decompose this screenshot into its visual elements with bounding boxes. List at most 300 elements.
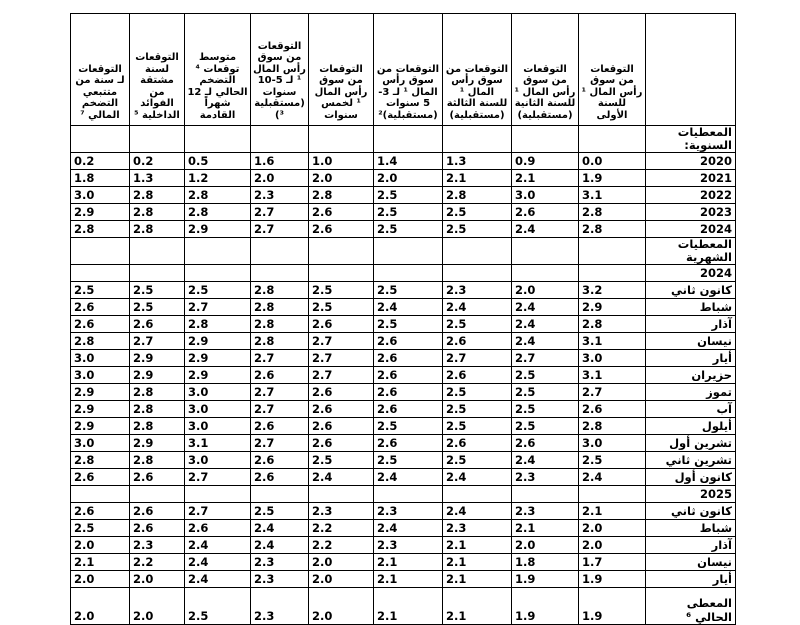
table-cell: 2.6 <box>71 469 130 486</box>
table-cell: 2.6 <box>512 204 579 221</box>
table-cell: 2.8 <box>185 204 251 221</box>
table-cell: 2.5 <box>309 452 374 469</box>
table-cell: 2.8 <box>309 187 374 204</box>
table-cell: 2.9 <box>185 350 251 367</box>
table-cell: 1.2 <box>185 170 251 187</box>
table-cell <box>374 265 443 282</box>
table-cell: 2.5 <box>374 187 443 204</box>
table-cell: 2.8 <box>185 316 251 333</box>
table-cell <box>374 486 443 503</box>
table-cell: 1.7 <box>579 554 646 571</box>
table-cell <box>443 126 512 153</box>
table-cell: 2.6 <box>309 316 374 333</box>
table-cell <box>185 486 251 503</box>
row-label: أيار <box>646 350 736 367</box>
row-label: 2023 <box>646 204 736 221</box>
table-cell: 2.5 <box>130 299 185 316</box>
table-cell <box>185 265 251 282</box>
column-header: التوقعات من سوق رأس المال ¹ للسنة الثالثة (مستقبلية) <box>443 14 512 126</box>
table-cell: 2.5 <box>71 520 130 537</box>
table-cell: 1.9 <box>579 588 646 625</box>
table-cell: 2.1 <box>374 571 443 588</box>
table-cell: 2.6 <box>309 435 374 452</box>
table-cell: 2.5 <box>512 418 579 435</box>
table-cell: 2.6 <box>130 316 185 333</box>
table-cell: 2.3 <box>251 554 309 571</box>
table-row <box>71 571 736 588</box>
table-cell: 2.5 <box>443 204 512 221</box>
table-cell <box>185 238 251 265</box>
table-cell: 2.5 <box>374 221 443 238</box>
table-cell: 2.5 <box>374 452 443 469</box>
table-cell: 2.0 <box>309 554 374 571</box>
table-cell: 2.7 <box>251 384 309 401</box>
table-cell: 2.3 <box>512 503 579 520</box>
table-cell: 3.1 <box>579 367 646 384</box>
table-cell: 2.0 <box>374 170 443 187</box>
table-cell <box>579 126 646 153</box>
table-cell: 1.9 <box>512 588 579 625</box>
table-cell: 2.6 <box>251 367 309 384</box>
table-cell: 2.3 <box>512 469 579 486</box>
table-cell: 2.5 <box>374 282 443 299</box>
table-cell: 1.9 <box>579 571 646 588</box>
table-cell: 2.4 <box>512 333 579 350</box>
table-cell: 2.7 <box>251 401 309 418</box>
table-cell: 2.8 <box>130 221 185 238</box>
table-cell: 2.6 <box>130 503 185 520</box>
row-label: كانون ثاني <box>646 282 736 299</box>
table-cell <box>71 265 130 282</box>
table-cell: 2.1 <box>374 588 443 625</box>
table-cell: 2.6 <box>579 401 646 418</box>
table-cell: 2.6 <box>443 333 512 350</box>
table-cell <box>251 265 309 282</box>
table-cell: 2.8 <box>130 452 185 469</box>
table-cell: 2.8 <box>130 418 185 435</box>
header-row <box>71 14 736 126</box>
table-cell: 2.5 <box>443 384 512 401</box>
table-cell: 2.7 <box>185 503 251 520</box>
table-cell: 2.5 <box>71 282 130 299</box>
table-cell: 2.4 <box>443 299 512 316</box>
row-label: شباط <box>646 520 736 537</box>
table-cell: 2.6 <box>309 384 374 401</box>
table-cell <box>71 486 130 503</box>
row-label: كانون أول <box>646 469 736 486</box>
table-cell: 0.5 <box>185 153 251 170</box>
table-cell <box>512 486 579 503</box>
table-cell: 2.1 <box>512 520 579 537</box>
table-cell: 2.8 <box>71 452 130 469</box>
table-cell: 2.0 <box>71 571 130 588</box>
table-row <box>71 333 736 350</box>
table-cell: 1.4 <box>374 153 443 170</box>
table-cell: 2.6 <box>185 520 251 537</box>
table-cell: 2.4 <box>251 537 309 554</box>
table-cell: 2.4 <box>185 571 251 588</box>
row-label: آذار <box>646 537 736 554</box>
table-cell <box>130 238 185 265</box>
column-header: التوقعات من سوق رأس المال ¹ لـ 3-5 سنوات (مستقبلية)² <box>374 14 443 126</box>
table-cell: 2.4 <box>443 503 512 520</box>
table-cell: 2.6 <box>251 418 309 435</box>
table-cell: 0.2 <box>130 153 185 170</box>
column-header: التوقعات من سوق رأس المال ¹ للسنة الأولى <box>579 14 646 126</box>
table-cell: 2.5 <box>512 367 579 384</box>
table-cell: 2.6 <box>512 435 579 452</box>
table-row <box>71 554 736 571</box>
table-cell: 2.3 <box>443 520 512 537</box>
table-cell: 2.9 <box>185 221 251 238</box>
table-row <box>71 187 736 204</box>
table-cell: 2.6 <box>374 384 443 401</box>
table-cell: 0.2 <box>71 153 130 170</box>
table-cell: 3.0 <box>71 367 130 384</box>
table-cell: 2.0 <box>130 571 185 588</box>
table-cell: 2.6 <box>374 333 443 350</box>
table-cell: 2.3 <box>374 537 443 554</box>
table-cell: 2.6 <box>309 401 374 418</box>
table-cell: 2.0 <box>579 520 646 537</box>
table-cell: 2.4 <box>374 469 443 486</box>
table-cell: 2.0 <box>309 588 374 625</box>
table-cell: 2.8 <box>579 221 646 238</box>
table-cell: 2.5 <box>512 401 579 418</box>
table-cell: 0.9 <box>512 153 579 170</box>
table-cell: 2.9 <box>130 350 185 367</box>
table-cell: 2.1 <box>443 170 512 187</box>
table-cell: 2.1 <box>443 537 512 554</box>
table-cell: 2.8 <box>579 204 646 221</box>
table-cell: 3.0 <box>185 452 251 469</box>
table-cell: 1.3 <box>443 153 512 170</box>
table-cell: 2.4 <box>512 221 579 238</box>
table-cell <box>374 126 443 153</box>
table-cell <box>512 126 579 153</box>
table-cell: 2.8 <box>251 316 309 333</box>
table-cell: 2.3 <box>251 571 309 588</box>
table-cell: 2.9 <box>130 367 185 384</box>
table-row <box>71 265 736 282</box>
row-label: نيسان <box>646 333 736 350</box>
table-cell: 2.2 <box>309 520 374 537</box>
table-cell: 2.6 <box>309 418 374 435</box>
table-cell: 2.1 <box>512 170 579 187</box>
row-label: 2020 <box>646 153 736 170</box>
table-cell: 2.8 <box>251 282 309 299</box>
table-cell: 2.0 <box>309 571 374 588</box>
table-cell: 2.7 <box>251 221 309 238</box>
table-cell: 2.6 <box>251 469 309 486</box>
table-cell: 2.6 <box>443 367 512 384</box>
table-cell: 3.0 <box>185 384 251 401</box>
table-cell: 3.0 <box>185 418 251 435</box>
table-cell: 2.5 <box>309 282 374 299</box>
table-row <box>71 384 736 401</box>
column-header: التوقعات لـ سنة من متتبعي التضخم المالي ⁷ <box>71 14 130 126</box>
table-cell: 2.9 <box>71 418 130 435</box>
table-cell <box>579 486 646 503</box>
table-cell: 2.8 <box>130 187 185 204</box>
table-row <box>71 316 736 333</box>
table-cell: 2.9 <box>71 204 130 221</box>
table-cell <box>309 265 374 282</box>
table-cell: 2.6 <box>309 204 374 221</box>
column-header: التوقعات من سوق رأس المال ¹ لـ 5-10 سنوات (مستقبلية ³) <box>251 14 309 126</box>
table-cell: 1.8 <box>512 554 579 571</box>
table-cell: 2.6 <box>443 435 512 452</box>
table-cell: 2.1 <box>443 554 512 571</box>
table-cell: 2.3 <box>130 537 185 554</box>
row-label: نيسان <box>646 554 736 571</box>
table-cell: 2.4 <box>443 469 512 486</box>
row-label: 2024 <box>646 221 736 238</box>
table-cell: 2.7 <box>443 350 512 367</box>
row-label: المعطيات السنوية: <box>646 126 736 153</box>
table-cell: 2.6 <box>130 520 185 537</box>
table-cell: 2.9 <box>71 384 130 401</box>
current-data-row <box>71 588 736 625</box>
table-cell: 2.7 <box>309 350 374 367</box>
row-label: 2025 <box>646 486 736 503</box>
table-row <box>71 367 736 384</box>
table-cell: 0.0 <box>579 153 646 170</box>
table-cell <box>443 486 512 503</box>
table-cell: 2.3 <box>251 588 309 625</box>
table-cell: 2.7 <box>251 435 309 452</box>
table-cell: 2.6 <box>71 503 130 520</box>
table-row <box>71 401 736 418</box>
table-cell: 2.3 <box>309 503 374 520</box>
table-cell: 2.5 <box>374 418 443 435</box>
table-cell <box>579 265 646 282</box>
table-cell: 2.1 <box>443 571 512 588</box>
table-cell: 3.0 <box>579 435 646 452</box>
table-cell <box>309 238 374 265</box>
row-label: أيار <box>646 571 736 588</box>
table-cell: 2.5 <box>443 401 512 418</box>
table-cell: 3.0 <box>512 187 579 204</box>
table-cell: 1.3 <box>130 170 185 187</box>
table-row <box>71 350 736 367</box>
table-cell: 2.8 <box>130 204 185 221</box>
table-cell <box>251 126 309 153</box>
row-label: أيلول <box>646 418 736 435</box>
table-cell: 2.8 <box>71 221 130 238</box>
table-cell: 2.5 <box>185 588 251 625</box>
table-cell: 2.8 <box>443 187 512 204</box>
table-cell: 3.0 <box>185 401 251 418</box>
table-cell <box>443 238 512 265</box>
table-cell: 2.2 <box>309 537 374 554</box>
table-cell: 2.0 <box>71 537 130 554</box>
table-cell: 2.5 <box>251 503 309 520</box>
table-cell: 2.7 <box>251 204 309 221</box>
table-cell: 2.6 <box>71 316 130 333</box>
table-cell <box>185 126 251 153</box>
table-cell: 2.8 <box>251 333 309 350</box>
column-header: التوقعات من سوق رأس المال ¹ للسنة الثانية (مستقبلية) <box>512 14 579 126</box>
table-cell <box>309 126 374 153</box>
table-row <box>71 204 736 221</box>
table-cell: 2.6 <box>374 350 443 367</box>
table-cell: 2.6 <box>309 221 374 238</box>
table-cell <box>71 126 130 153</box>
column-header: متوسط توقعات ⁴ التضخم الحالي لـ 12 شهراً القادمة <box>185 14 251 126</box>
table-cell <box>579 238 646 265</box>
table-row <box>71 170 736 187</box>
table-cell: 2.0 <box>512 537 579 554</box>
table-cell: 2.4 <box>309 469 374 486</box>
table-cell: 1.6 <box>251 153 309 170</box>
row-label: 2021 <box>646 170 736 187</box>
table-cell: 2.9 <box>579 299 646 316</box>
table-cell: 1.0 <box>309 153 374 170</box>
table-cell: 3.0 <box>71 187 130 204</box>
table-cell: 2.6 <box>374 435 443 452</box>
table-row <box>71 153 736 170</box>
table-cell: 2.4 <box>185 537 251 554</box>
table-cell: 3.2 <box>579 282 646 299</box>
table-row <box>71 418 736 435</box>
table-cell: 2.6 <box>374 367 443 384</box>
table-cell: 2.6 <box>251 452 309 469</box>
table-cell: 3.0 <box>71 435 130 452</box>
table-cell <box>251 238 309 265</box>
table-row <box>71 520 736 537</box>
table-cell: 2.4 <box>185 554 251 571</box>
table-cell: 3.1 <box>579 333 646 350</box>
table-cell: 2.2 <box>130 554 185 571</box>
table-cell: 2.7 <box>185 469 251 486</box>
table-cell: 2.8 <box>130 384 185 401</box>
table-cell: 2.7 <box>579 384 646 401</box>
row-label: تشرين ثاني <box>646 452 736 469</box>
table-row <box>71 221 736 238</box>
table-row <box>71 503 736 520</box>
table-cell: 2.6 <box>374 401 443 418</box>
table-cell: 2.3 <box>443 282 512 299</box>
inflation-expectations-table <box>70 13 736 625</box>
section-row <box>71 126 736 153</box>
table-cell: 2.8 <box>579 418 646 435</box>
table-cell: 2.8 <box>71 333 130 350</box>
table-cell: 2.7 <box>185 299 251 316</box>
table-cell: 2.4 <box>374 299 443 316</box>
table-cell: 3.0 <box>579 350 646 367</box>
table-cell: 2.8 <box>185 187 251 204</box>
table-cell: 2.0 <box>130 588 185 625</box>
table-body <box>71 126 736 625</box>
header-corner <box>646 14 736 126</box>
table-cell: 2.1 <box>579 503 646 520</box>
row-label: حزيران <box>646 367 736 384</box>
table-row <box>71 469 736 486</box>
table-cell <box>251 486 309 503</box>
table-cell <box>512 238 579 265</box>
table-cell <box>309 486 374 503</box>
table-cell: 2.5 <box>374 316 443 333</box>
table-cell: 2.4 <box>512 299 579 316</box>
column-header: التوقعات لسنة مشتقة من الفوائد الداخلية ⁵ <box>130 14 185 126</box>
table-cell: 2.7 <box>251 350 309 367</box>
row-label: شباط <box>646 299 736 316</box>
table-cell <box>443 265 512 282</box>
table-cell: 2.5 <box>512 384 579 401</box>
table-row <box>71 486 736 503</box>
table-row <box>71 452 736 469</box>
table-cell: 2.0 <box>71 588 130 625</box>
table-cell: 2.7 <box>309 367 374 384</box>
table-cell <box>130 126 185 153</box>
table-cell: 3.1 <box>579 187 646 204</box>
table-cell: 2.4 <box>512 452 579 469</box>
table-row <box>71 299 736 316</box>
table-cell: 2.4 <box>374 520 443 537</box>
table-cell: 1.8 <box>71 170 130 187</box>
table-cell: 2.5 <box>130 282 185 299</box>
table-cell: 2.9 <box>71 401 130 418</box>
table-cell <box>71 238 130 265</box>
table-cell: 2.4 <box>512 316 579 333</box>
table-cell: 2.4 <box>251 520 309 537</box>
table-cell: 2.0 <box>579 537 646 554</box>
table-cell: 2.5 <box>443 452 512 469</box>
row-label: المعطى الحالي ⁶ <box>646 588 736 625</box>
table-cell <box>130 265 185 282</box>
table-cell: 2.1 <box>374 554 443 571</box>
row-label: 2022 <box>646 187 736 204</box>
row-label: آذار <box>646 316 736 333</box>
table-cell: 2.6 <box>71 299 130 316</box>
row-label: 2024 <box>646 265 736 282</box>
table-cell: 2.5 <box>443 316 512 333</box>
row-label: المعطيات الشهرية <box>646 238 736 265</box>
table-row <box>71 537 736 554</box>
row-label: تشرين أول <box>646 435 736 452</box>
table-cell: 1.9 <box>512 571 579 588</box>
table-cell: 2.6 <box>130 469 185 486</box>
table-cell: 1.9 <box>579 170 646 187</box>
table-cell: 3.0 <box>71 350 130 367</box>
row-label: آب <box>646 401 736 418</box>
table-cell: 2.5 <box>185 282 251 299</box>
table-row <box>71 435 736 452</box>
table-cell: 3.1 <box>185 435 251 452</box>
table-cell: 2.1 <box>443 588 512 625</box>
row-label: تموز <box>646 384 736 401</box>
table-cell: 2.9 <box>185 333 251 350</box>
table-cell <box>130 486 185 503</box>
table-cell: 2.8 <box>579 316 646 333</box>
table-cell: 2.5 <box>374 204 443 221</box>
table-cell: 2.5 <box>443 221 512 238</box>
table-cell: 2.5 <box>309 299 374 316</box>
table-row <box>71 282 736 299</box>
table-cell: 2.4 <box>579 469 646 486</box>
table-cell: 2.7 <box>512 350 579 367</box>
table-cell: 2.0 <box>512 282 579 299</box>
table-cell <box>512 265 579 282</box>
table-cell: 2.7 <box>309 333 374 350</box>
table-cell: 2.1 <box>71 554 130 571</box>
table-cell: 2.0 <box>309 170 374 187</box>
table-cell: 2.8 <box>251 299 309 316</box>
table-cell: 2.5 <box>579 452 646 469</box>
column-header: التوقعات من سوق رأس المال ¹ لخمس سنوات <box>309 14 374 126</box>
table-cell: 2.7 <box>130 333 185 350</box>
